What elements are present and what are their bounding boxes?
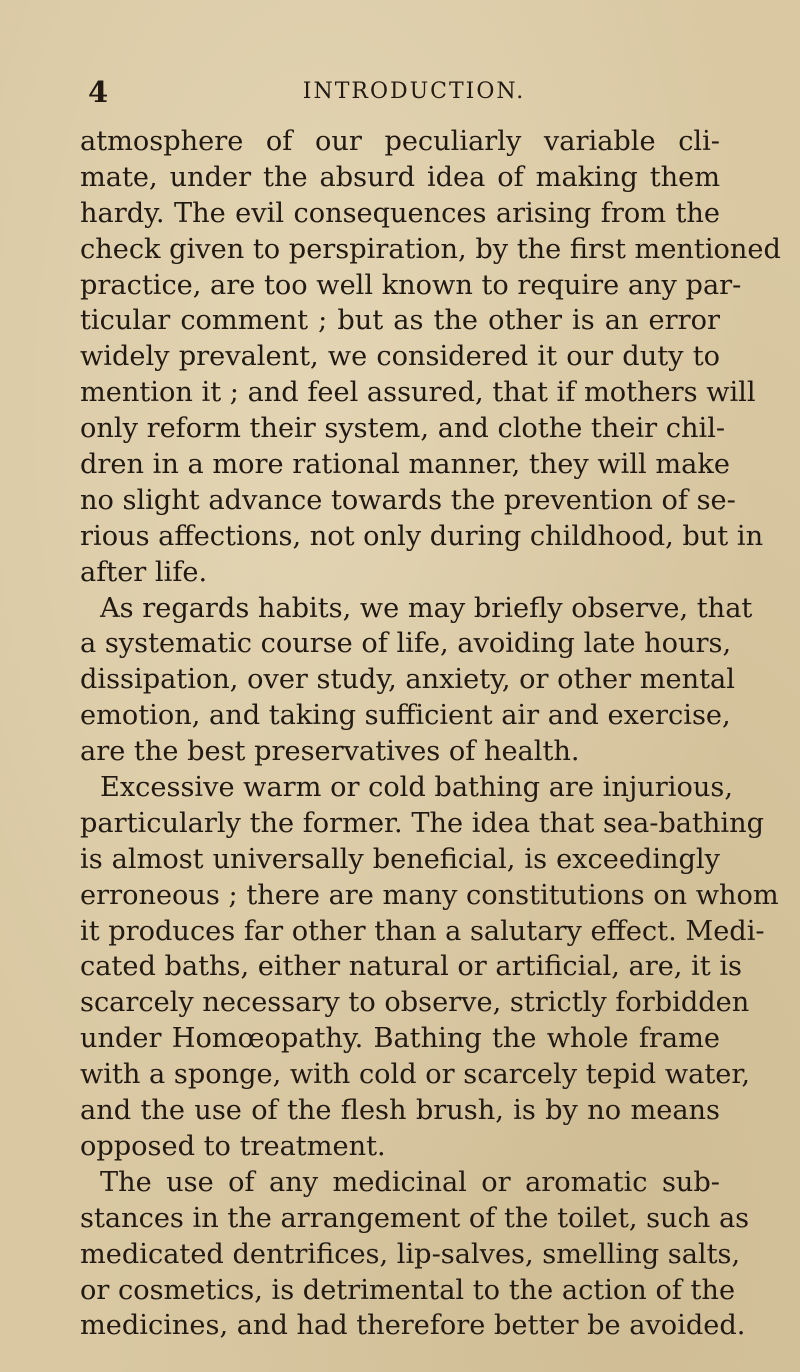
body-text	[80, 124, 781, 1344]
text-line: The use of any medicinal or aromatic sub-	[100, 1166, 720, 1198]
text-line: ticular comment ; but as the other is an error	[80, 305, 720, 337]
text-line: stances in the arrangement of the toilet, such as	[80, 1202, 750, 1234]
text-line: atmosphere of our peculiarly variable cli-	[80, 126, 720, 157]
running-head: INTRODUCTION.	[302, 79, 526, 104]
text-line: erroneous ; there are many constitutions on whom	[80, 879, 779, 911]
text-line: dren in a more rational manner, they will make	[80, 449, 730, 481]
text-line: and the use of the flesh brush, is by no means	[80, 1095, 720, 1127]
text-line: practice, are too well known to require any par-	[80, 269, 742, 301]
page-header	[84, 72, 724, 112]
text-line: check given to perspiration, by the first mentioned	[80, 233, 781, 265]
text-line: mention it ; and feel assured, that if mothers will	[80, 377, 756, 409]
text-line: Excessive warm or cold bathing are injurious,	[100, 772, 733, 804]
text-line: a systematic course of life, avoiding late hours,	[80, 628, 732, 660]
text-line: or cosmetics, is detrimental to the action of the	[80, 1274, 736, 1306]
text-line: medicated dentrifices, lip-salves, smelling salts,	[80, 1238, 741, 1270]
text-line: emotion, and taking sufficient air and exercise,	[80, 700, 731, 732]
text-line: mate, under the absurd idea of making them	[80, 161, 720, 193]
text-line: widely prevalent, we considered it our duty to	[80, 341, 720, 373]
text-line: cated baths, either natural or artificial, are, it is	[80, 951, 742, 983]
text-line: dissipation, over study, anxiety, or other mental	[80, 664, 735, 696]
page-number: 4	[88, 75, 109, 109]
text-line: hardy. The evil consequences arising from the	[80, 197, 720, 229]
text-line: opposed to treatment.	[80, 1130, 386, 1162]
text-line: with a sponge, with cold or scarcely tepid water,	[80, 1059, 750, 1091]
text-line: under Homœopathy. Bathing the whole frame	[80, 1023, 720, 1055]
text-line: after life.	[80, 556, 208, 588]
text-line: it produces far other than a salutary effect. Medi-	[80, 915, 765, 947]
text-line: are the best preservatives of health.	[80, 736, 580, 768]
text-line: rious affections, not only during childhood, but in	[80, 520, 764, 552]
text-line: is almost universally beneficial, is exceedingly	[80, 843, 720, 875]
text-line: medicines, and had therefore better be avoided.	[80, 1310, 746, 1342]
text-line: scarcely necessary to observe, strictly forbidden	[80, 987, 750, 1019]
text-line: particularly the former. The idea that sea-bathing	[80, 807, 765, 839]
text-line: no slight advance towards the prevention of se-	[80, 484, 736, 516]
text-line: As regards habits, we may briefly observe, that	[100, 592, 753, 624]
text-line: only reform their system, and clothe their chil-	[80, 413, 726, 445]
